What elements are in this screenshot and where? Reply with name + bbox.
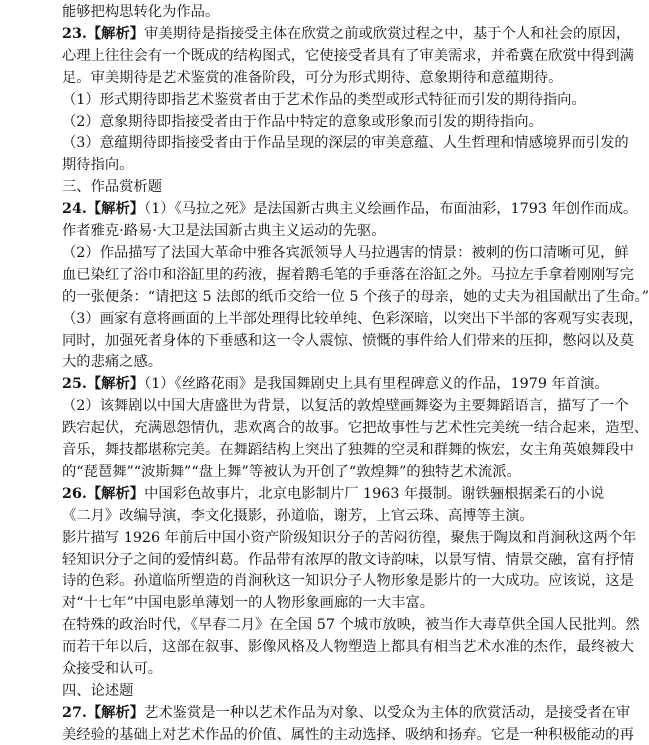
line-text: 期待指向。 <box>62 157 134 174</box>
document-line <box>62 593 625 613</box>
document-line <box>62 90 625 110</box>
document-line <box>62 68 625 88</box>
line-text: 美经验的基础上对艺术作品的价值、属性的主动选择、吸纳和扬弃。它是一种积极能动的再 <box>62 726 634 743</box>
document-line <box>62 440 634 460</box>
answer-label: 24.【解析】 <box>62 201 145 218</box>
line-text: （1）《丝路花雨》是我国舞剧史上具有里程碑意义的作品，1979 年首演。 <box>144 376 609 393</box>
document-line <box>62 352 625 372</box>
document-line <box>62 24 631 44</box>
document-line <box>62 725 634 745</box>
line-text: 众接受和认可。 <box>62 661 163 677</box>
document-line <box>62 221 625 241</box>
line-text: 同时，加强死者身体的下垂感和这一令人震惊、愤慨的事件给人们带来的压抑，憋闷以及莫 <box>62 332 634 349</box>
line-text: （2）作品描写了法国大革命中雅各宾派领导人马拉遇害的情景：被刺的伤口清晰可见，鲜 <box>62 244 629 261</box>
document-line <box>62 331 634 351</box>
document-line <box>62 615 640 635</box>
document-line <box>62 177 625 197</box>
document-line <box>62 703 631 723</box>
line-text: 作者雅克·路易·大卫是法国新古典主义运动的先驱。 <box>62 223 386 239</box>
line-text: （3）画家有意将画面的上半部处理得比较单纯、色彩深暗，以突出下半部的客观写实表现， <box>62 310 643 327</box>
document-line <box>62 133 629 153</box>
line-text: 血已染红了浴巾和浴缸里的药液，握着鹅毛笔的手垂落在浴缸之外。马拉左手拿着刚刚写完 <box>62 266 634 283</box>
line-text: 四、论述题 <box>62 682 134 699</box>
line-text: 中国彩色故事片，北京电影制片厂 1963 年摄制。谢铁骊根据柔石的小说《二月》改编导演，李文化摄影，孙道临，谢芳，上官云珠、高博等主演。 <box>62 485 605 524</box>
document-line <box>62 484 625 528</box>
document-line <box>62 550 634 570</box>
document-line <box>62 199 638 219</box>
line-text: 影片描写 1926 年前后中国小资产阶级知识分子的苦闷彷徨，聚焦于陶岚和肖涧秋这两个年 <box>62 529 637 546</box>
document-line <box>62 265 634 285</box>
document-line <box>62 46 634 66</box>
document-line <box>62 2 625 22</box>
document-line <box>62 155 625 175</box>
document-line <box>62 637 634 657</box>
document-line <box>62 243 629 263</box>
line-text: （1）形式期待即指艺术鉴赏者由于艺术作品的类型或形式特征而引发的期待指向。 <box>62 91 586 108</box>
line-text: 诗的色彩。孙道临所塑造的肖涧秋这一知识分子人物形象是影片的一大成功。应该说，这是 <box>62 573 634 590</box>
line-text: 对“十七年”中国电影单薄划一的人物形象画廊的一大丰富。 <box>62 595 435 612</box>
document-line <box>62 309 643 329</box>
document-line <box>62 462 625 482</box>
line-text: 在特殊的政治时代，《早春二月》在全国 57 个城市放映，被当作大毒草供全国人民批判。然 <box>62 617 640 634</box>
document-line <box>62 112 625 132</box>
line-text: 心理上往往会有一个既成的结构图式，它使接受者具有了审美需求，并希冀在欣赏中得到满 <box>62 47 634 64</box>
document-line <box>62 681 625 701</box>
document-line <box>62 418 649 438</box>
line-text: 大的悲痛之感。 <box>62 354 163 371</box>
document-line <box>62 528 637 548</box>
line-text: 三、作品赏析题 <box>62 179 163 196</box>
answer-label: 26.【解析】 <box>62 485 145 502</box>
document-line <box>62 396 629 416</box>
line-text: （3）意蕴期待即指接受者由于作品呈现的深层的审美意蕴、人生哲理和情感境界而引发的 <box>62 135 629 152</box>
line-text: 艺术鉴赏是一种以艺术作品为对象、以受众为主体的欣赏活动，是接受者在审 <box>144 704 631 721</box>
document-line <box>62 571 634 591</box>
line-text: 音乐，舞技都堪称完美。在舞蹈结构上突出了独舞的空灵和群舞的恢宏，女主角英娘舞段中 <box>62 442 634 458</box>
line-text: 的“琵琶舞”“波斯舞”“盘上舞”等被认为开创了“敦煌舞”的独特艺术流派。 <box>62 463 521 480</box>
answer-label: 25.【解析】 <box>62 376 145 393</box>
line-text: 轻知识分子之间的爱情纠葛。作品带有浓厚的散文诗韵味，以景写情、情景交融，富有抒情 <box>62 551 634 568</box>
answer-label: 23.【解析】 <box>62 25 145 42</box>
line-text: 足。审美期待是艺术鉴赏的准备阶段，可分为形式期待、意象期待和意蕴期待。 <box>62 69 563 86</box>
line-text: （2）该舞剧以中国大唐盛世为背景，以复活的敦煌壁画舞姿为主要舞蹈语言，描写了一个 <box>62 398 629 415</box>
answer-label: 27.【解析】 <box>62 704 145 721</box>
line-text: 能够把构思转化为作品。 <box>62 4 220 20</box>
document-line <box>62 287 649 307</box>
line-text: （2）意象期待即指接受者由于作品中特定的意象或形象而引发的期待指向。 <box>62 113 543 130</box>
line-text: （1）《马拉之死》是法国新古典主义绘画作品，布面油彩，1793 年创作而成。 <box>144 201 638 218</box>
line-text: 跌宕起伏，充满恩怨情仇，悲欢离合的故事。它把故事性与艺术性完美统一结合起来，造型、 <box>62 420 649 437</box>
line-text: 而若干年以后，这部在叙事、影像风格及人物塑造上都具有相当艺术水准的杰作，最终被大 <box>62 639 634 656</box>
document-line <box>62 374 625 394</box>
line-text: 的一张便条：“请把这 5 法郎的纸币交给一位 5 个孩子的母亲，她的丈夫为祖国献出了生命。” <box>62 288 649 305</box>
document-line <box>62 659 625 679</box>
line-text: 审美期待是指接受主体在欣赏之前或欣赏过程之中，基于个人和社会的原因， <box>144 25 631 42</box>
